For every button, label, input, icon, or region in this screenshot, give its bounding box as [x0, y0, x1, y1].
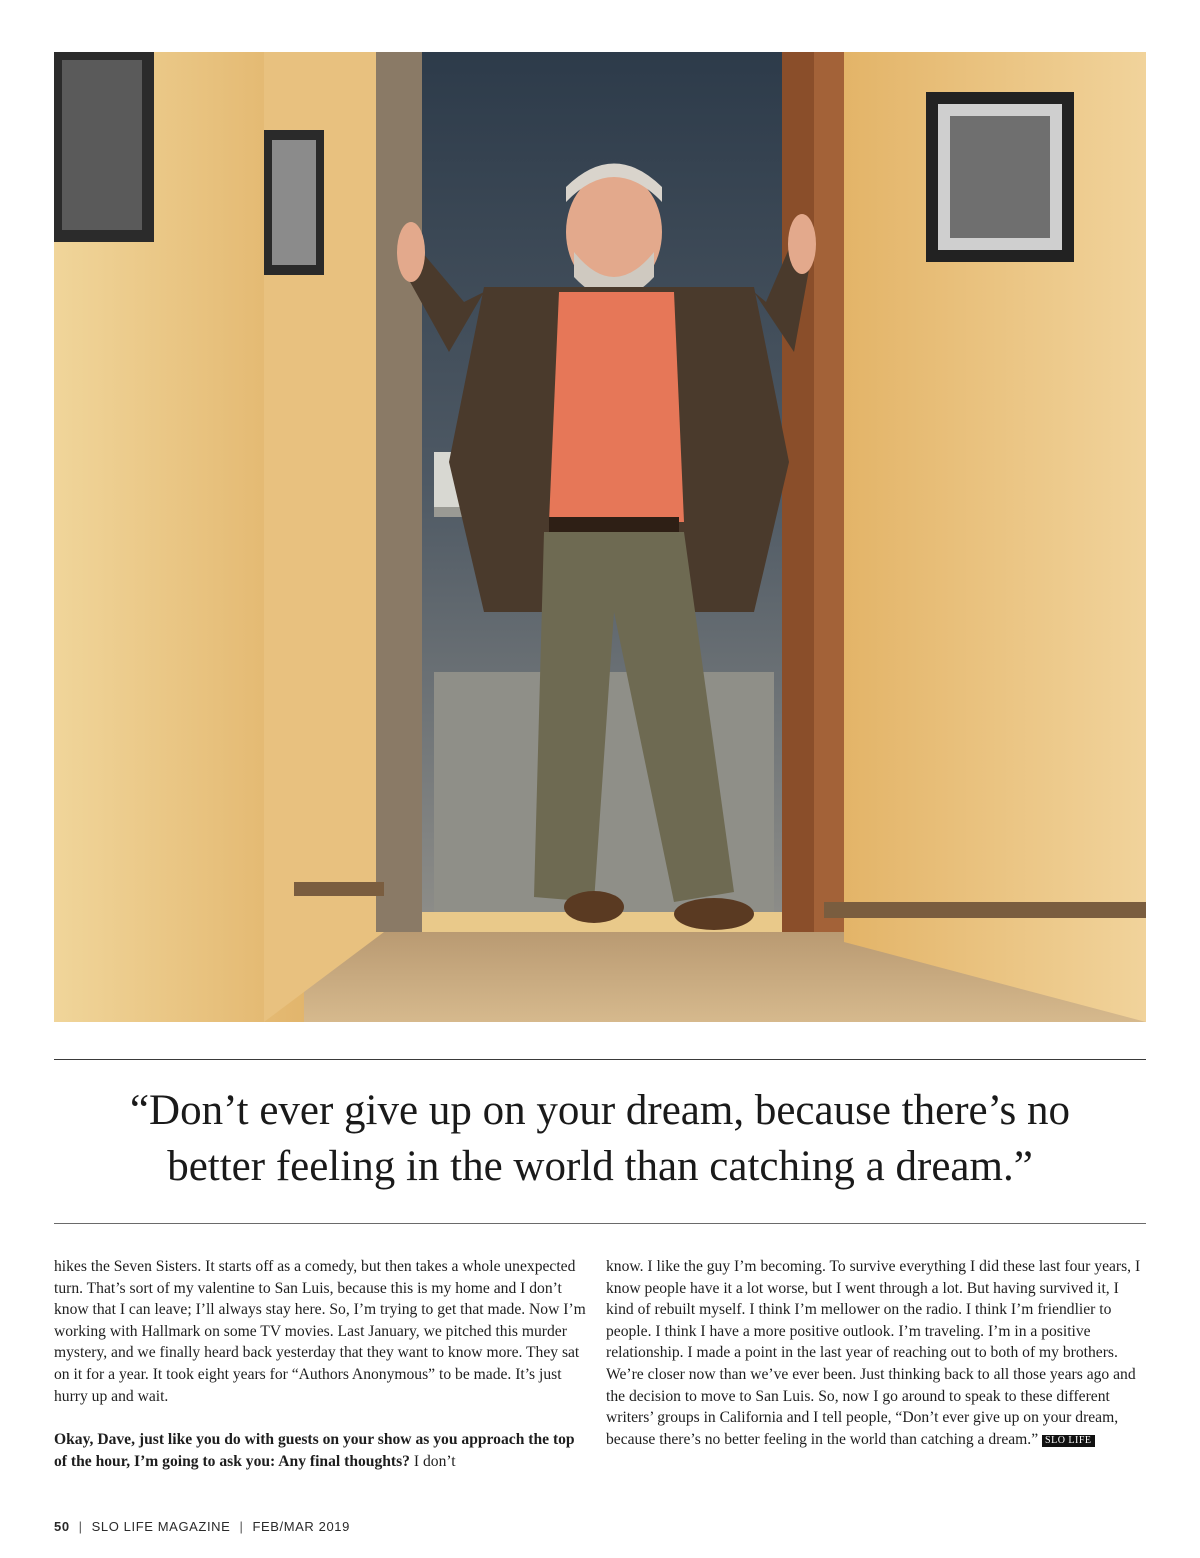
- footer-separator: |: [239, 1519, 244, 1534]
- pullquote-rule-bottom: [54, 1223, 1146, 1224]
- issue-date: FEB/MAR 2019: [252, 1519, 350, 1534]
- footer-separator: |: [78, 1519, 83, 1534]
- article-column-left: [54, 1256, 590, 1494]
- article-paragraph: hikes the Seven Sisters. It starts off as a comedy, but then takes a whole unexpected turn. That’s sort of my valentine to San Luis, because this is my home and I don’t know that I can leave; I’ll always stay here. So, I’m trying to get that made. Now I’m working with Hallmark on some TV movies. Last January, we pitched this murder mystery, and we finally heard back yesterday that they want to know more. They sat on it for a year. It took eight years for “Authors Anonymous” to be made. It’s just hurry up and wait.: [54, 1258, 586, 1405]
- pull-quote-line-2: better feeling in the world than catching a dream.”: [167, 1143, 1033, 1190]
- article-column-right: [606, 1256, 1146, 1472]
- page-footer: [54, 1519, 350, 1534]
- end-mark: SLO LIFE: [1042, 1435, 1095, 1447]
- interview-question: Okay, Dave, just like you do with guests on your show as you approach the top of the hour, I’m going to ask you: Any final thoughts?: [54, 1431, 575, 1470]
- article-paragraph: [54, 1429, 590, 1472]
- feature-photo: [54, 52, 1146, 1022]
- pullquote-rule-top: [54, 1059, 1146, 1060]
- interview-answer: I don’t: [409, 1452, 456, 1470]
- page-number: 50: [54, 1519, 70, 1534]
- pull-quote: [54, 1083, 1146, 1195]
- pull-quote-line-1: “Don’t ever give up on your dream, because there’s no: [129, 1087, 1071, 1134]
- interview-answer-continued: know. I like the guy I’m becoming. To survive everything I did these last four years, I know people have it a lot worse, but I went through a lot. But having survived it, I kind of rebuilt myself. I think I’m mellower on the radio. I think I’m friendlier to people. I think I have a more positive outlook. I’m traveling. I’m in a positive relationship. I made a point in the last year of reaching out to both of my brothers. We’re closer now than we’ve ever been. Just thinking back to all those years ago and the decision to move to San Luis. So, now I go around to speak to these different writers’ groups in California and I tell people, “Don’t ever give up on your dream, because there’s no better feeling in the world than catching a dream.”: [606, 1258, 1141, 1448]
- article-paragraph: [606, 1256, 1146, 1450]
- portrait-photo-illustration: [54, 52, 1146, 1022]
- magazine-name: SLO LIFE MAGAZINE: [91, 1519, 231, 1534]
